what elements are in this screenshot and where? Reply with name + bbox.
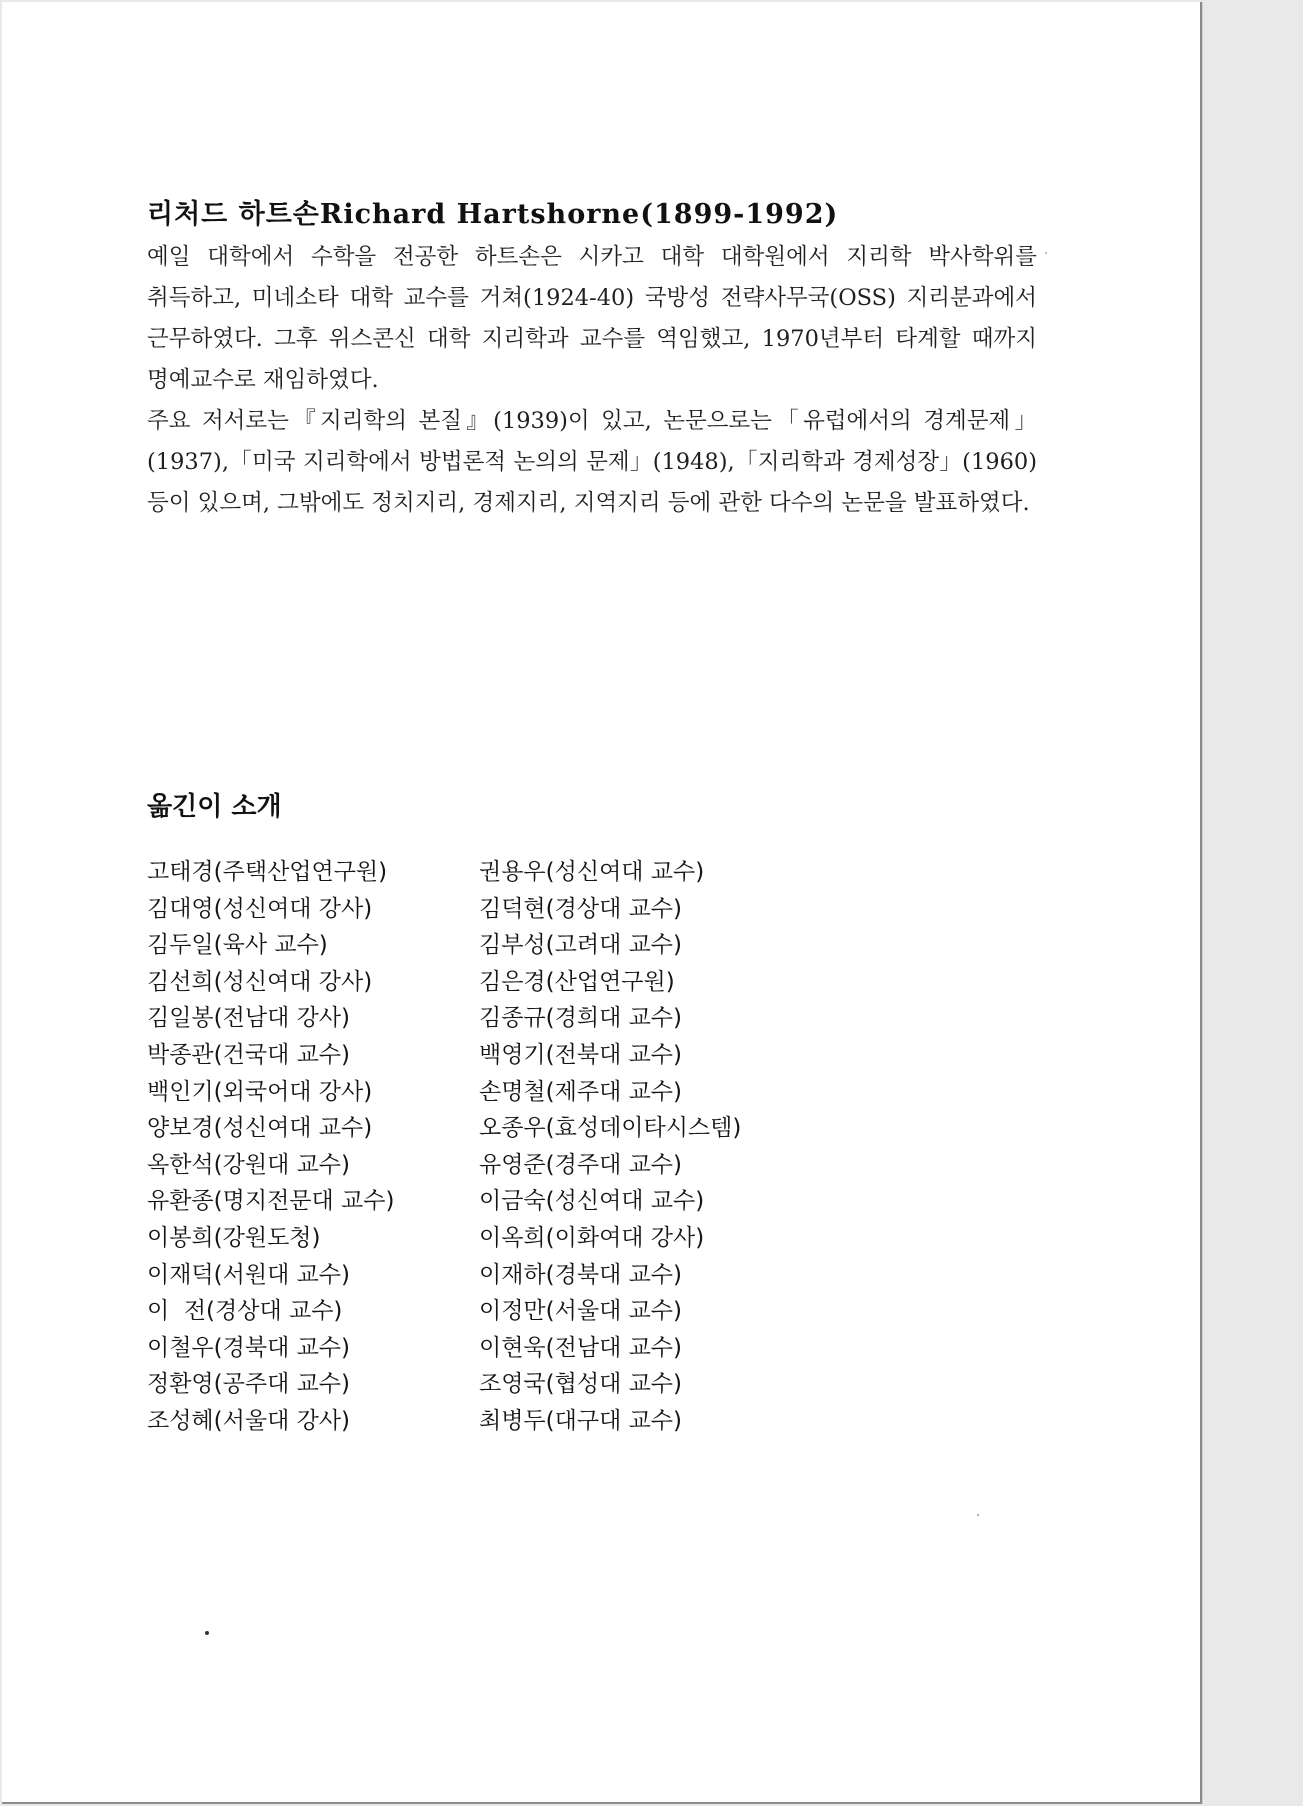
author-bio <box>147 197 1037 524</box>
translator-item: 유환종(명지전문대 교수) <box>147 1188 395 1215</box>
translator-item: 이철우(경북대 교수) <box>147 1334 351 1361</box>
translator-item: 김두일(육사 교수) <box>147 932 328 959</box>
document-page <box>2 2 1202 1804</box>
author-title: 리처드 하트손Richard Hartshorne(1899-1992) <box>147 199 839 230</box>
translator-item: 옥한석(강원대 교수) <box>147 1151 351 1178</box>
translator-item: 이봉희(강원도청) <box>147 1224 321 1251</box>
translator-item: 김선희(성신여대 강사) <box>147 968 373 995</box>
translator-item: 김은경(산업연구원) <box>479 968 675 995</box>
scan-speck <box>205 1631 209 1635</box>
translator-item: 이옥희(이화여대 강사) <box>479 1224 705 1251</box>
translator-item: 김종규(경희대 교수) <box>479 1005 683 1032</box>
translator-item: 최병두(대구대 교수) <box>479 1407 683 1434</box>
bio-paragraph-1: 예일 대학에서 수학을 전공한 하트손은 시카고 대학 대학원에서 지리학 박사학위를 취득하고, 미네소타 대학 교수를 거쳐(1924-40) 국방성 전략사무국(OSS) 지리분과에서 근무하였다. 그후 위스콘신 대학 지리학과 교수를 역임했고, 1970년부터 타계할 때까지 명예교수로 재임하였다. <box>147 244 1037 393</box>
translator-item: 오종우(효성데이타시스템) <box>479 1115 742 1142</box>
translator-item: 이재하(경북대 교수) <box>479 1261 683 1288</box>
translator-item: 이 전(경상대 교수) <box>147 1298 343 1325</box>
translators-heading: 옮긴이 소개 <box>147 792 282 822</box>
translator-item: 고태경(주택산업연구원) <box>147 859 388 885</box>
scan-speck <box>977 1514 979 1516</box>
translator-item: 김부성(고려대 교수) <box>479 932 683 959</box>
translator-item: 손명철(제주대 교수) <box>479 1078 683 1105</box>
translator-item: 유영준(경주대 교수) <box>479 1151 683 1178</box>
translator-item: 조성혜(서울대 강사) <box>147 1407 351 1434</box>
translator-list <box>147 854 867 1440</box>
translator-item: 정환영(공주대 교수) <box>147 1371 351 1398</box>
translator-item: 백영기(전북대 교수) <box>479 1041 683 1068</box>
translator-item: 이현욱(전남대 교수) <box>479 1334 683 1361</box>
bio-paragraph-2: 주요 저서로는『지리학의 본질』(1939)이 있고, 논문으로는「유럽에서의 경계문제」(1937),「미국 지리학에서 방법론적 논의의 문제」(1948),「지리학과 경제성장」(1960) 등이 있으며, 그밖에도 정치지리, 경제지리, 지역지리 등에 관한 다수의 논문을 발표하였다. <box>147 408 1037 516</box>
translator-item: 이재덕(서원대 교수) <box>147 1261 351 1288</box>
translator-item: 이정만(서울대 교수) <box>479 1298 683 1325</box>
translator-item: 조영국(협성대 교수) <box>479 1371 683 1398</box>
translator-item: 이금숙(성신여대 교수) <box>479 1188 705 1215</box>
translator-item: 박종관(건국대 교수) <box>147 1041 351 1068</box>
translator-item: 김덕현(경상대 교수) <box>479 895 683 922</box>
translator-item: 김일봉(전남대 강사) <box>147 1005 351 1032</box>
translator-item: 백인기(외국어대 강사) <box>147 1078 373 1105</box>
scan-speck <box>1045 252 1047 254</box>
translator-item: 권용우(성신여대 교수) <box>479 859 705 885</box>
translator-item: 양보경(성신여대 교수) <box>147 1115 373 1142</box>
translator-item: 김대영(성신여대 강사) <box>147 895 373 922</box>
